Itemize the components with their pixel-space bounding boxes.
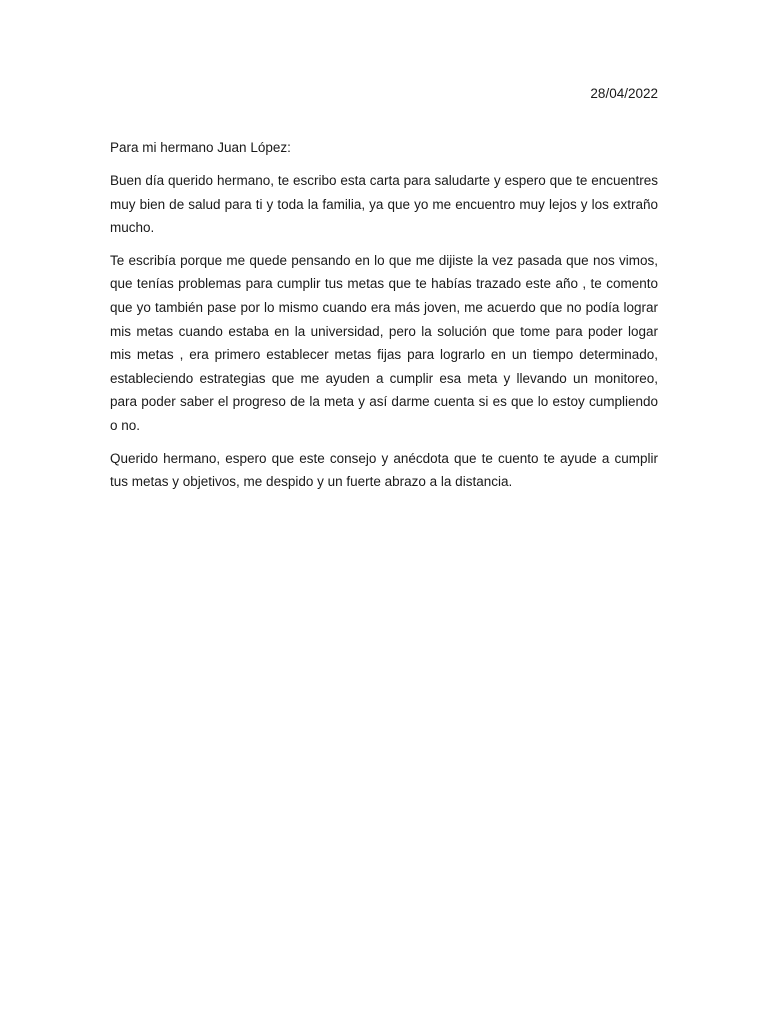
letter-body <box>110 169 658 503</box>
letter-date: 28/04/2022 <box>590 86 658 101</box>
paragraph-greeting: Buen día querido hermano, te escribo esta carta para saludarte y espero que te encuentres muy bien de salud para ti y toda la familia, ya que yo me encuentro muy lejos y los extraño mucho. <box>110 173 658 236</box>
letter-salutation: Para mi hermano Juan López: <box>110 140 291 155</box>
paragraph-closing: Querido hermano, espero que este consejo y anécdota que te cuento te ayude a cumplir tus metas y objetivos, me despido y un fuerte abrazo a la distancia. <box>110 450 658 490</box>
paragraph-advice: Te escribía porque me quede pensando en lo que me dijiste la vez pasada que nos vimos, que tenías problemas para cumplir tus metas que te habías trazado este año , te comento que yo también pase por lo mismo cuando era más joven, me acuerdo que no podía lograr mis metas cuando estaba en la universidad, pero la solución que tome para poder logar mis metas , era primero establecer metas fijas para lograrlo en un tiempo determinado, estableciendo estrategias que me ayuden a cumplir esa meta y llevando un monitoreo, para poder saber el progreso de la meta y así darme cuenta si es que lo estoy cumpliendo o no. <box>110 252 658 433</box>
